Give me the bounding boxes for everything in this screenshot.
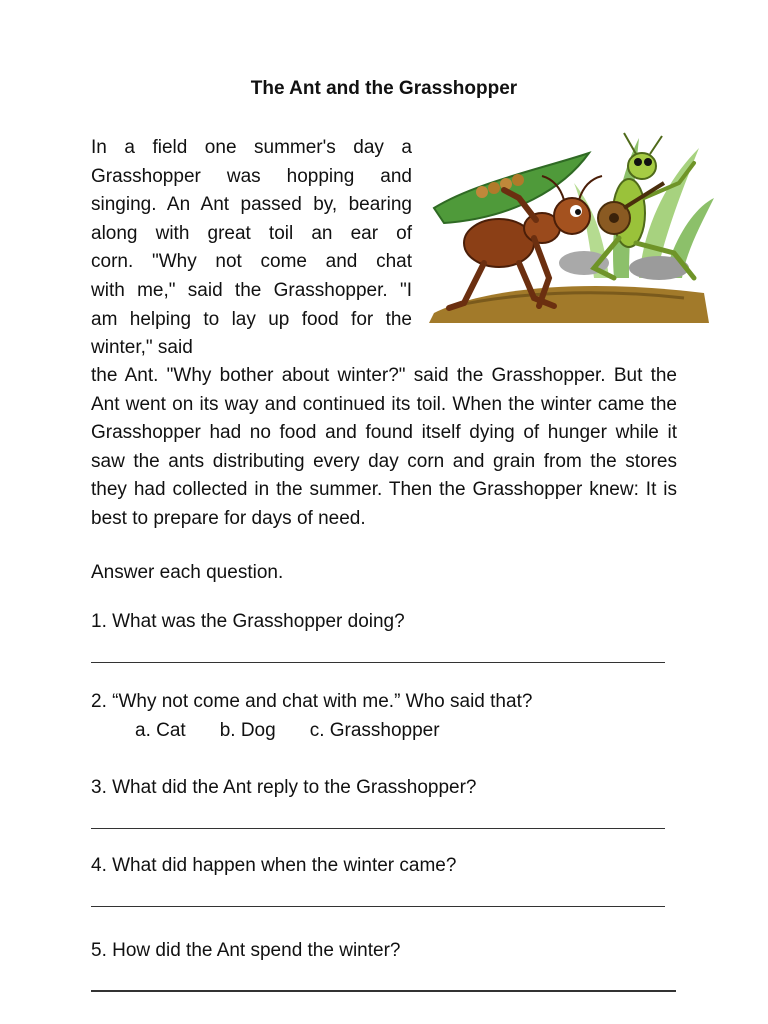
answer-line-5[interactable] <box>91 990 676 992</box>
answer-line-4[interactable] <box>91 906 665 907</box>
page-title: The Ant and the Grasshopper <box>250 78 518 99</box>
story-bottom-text <box>91 362 677 534</box>
story-line: along with great toil an ear of <box>91 222 412 244</box>
story-line: with me," said the Grasshopper. "I <box>91 279 412 301</box>
story-top-text <box>91 134 412 363</box>
story-line: am helping to lay up food for the <box>91 308 412 330</box>
option-b[interactable]: b. Dog <box>219 720 276 741</box>
story-paragraph: the Ant. "Why bother about winter?" said the Grasshopper. But the Ant went on its way and continued its toil. When the winter came the Grasshopper had no food and found itself dying of hunger while it saw the ants distributing every day corn and grain from the stores they had collected in the summer. Then the Grasshopper knew: It is best to prepare for days of need. <box>91 365 677 529</box>
answer-options <box>135 720 440 742</box>
story-line: In a field one summer's day a <box>91 137 412 158</box>
answer-line-1[interactable] <box>91 662 665 663</box>
story-line: Grasshopper was hopping and <box>91 165 412 187</box>
story-line: winter," said <box>91 337 193 359</box>
story-line: corn. "Why not come and chat <box>91 251 412 273</box>
story-line: singing. An Ant passed by, bearing <box>91 194 412 216</box>
question-1: 1. What was the Grasshopper doing? <box>91 611 405 632</box>
question-4: 4. What did happen when the winter came? <box>91 855 457 876</box>
question-3: 3. What did the Ant reply to the Grasshopper? <box>91 777 477 798</box>
question-5: 5. How did the Ant spend the winter? <box>91 940 401 961</box>
instruction: Answer each question. <box>91 562 284 583</box>
ant-grasshopper-illustration <box>424 128 714 328</box>
option-c[interactable]: c. Grasshopper <box>309 720 440 741</box>
answer-line-3[interactable] <box>91 828 665 829</box>
question-2: 2. “Why not come and chat with me.” Who said that? <box>91 691 533 712</box>
option-a[interactable]: a. Cat <box>135 720 186 741</box>
